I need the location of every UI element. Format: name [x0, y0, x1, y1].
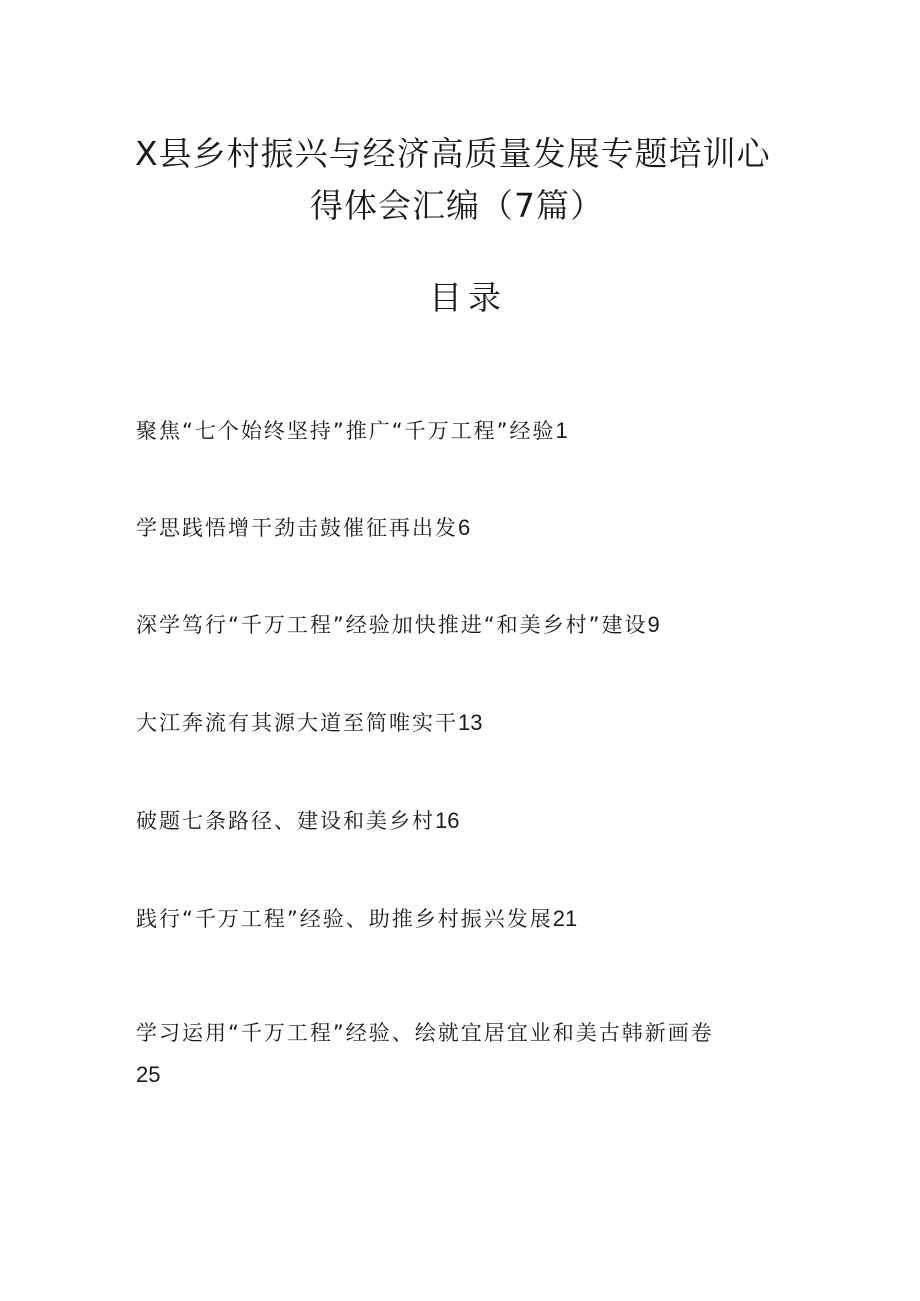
toc-entry-page: 6 [458, 515, 471, 540]
document-title-line2: 得体会汇编（7篇） [310, 186, 604, 225]
toc-entry[interactable] [136, 898, 756, 940]
toc-entry-page: 21 [552, 906, 578, 931]
toc-entry[interactable] [136, 800, 756, 842]
toc-entry-page: 9 [647, 612, 660, 637]
document-title [110, 128, 810, 232]
toc-entry-page: 1 [555, 418, 568, 443]
toc-entry-title: 聚焦“七个始终坚持”推广“千万工程”经验 [136, 419, 556, 443]
toc-entry-title: 践行“千万工程”经验、助推乡村振兴发展 [136, 907, 553, 931]
toc-entry-title: 学习运用“千万工程”经验、绘就宜居宜业和美古韩新画卷 [136, 1021, 714, 1045]
toc-heading: 目录 [429, 278, 507, 317]
toc-entry-page: 16 [435, 808, 460, 833]
toc-entry-title: 学思践悟增干劲击鼓催征再出发 [136, 516, 458, 540]
toc-entry[interactable] [136, 1012, 756, 1096]
toc-entry[interactable] [136, 604, 756, 646]
toc-entry-page: 25 [136, 1062, 161, 1087]
toc-entry[interactable] [136, 410, 756, 452]
document-title-line1: X县乡村振兴与经济高质量发展专题培训心 [135, 134, 771, 173]
toc-entry[interactable] [136, 702, 756, 744]
toc-entry-title: 深学笃行“千万工程”经验加快推进“和美乡村”建设 [136, 613, 648, 637]
toc-entry-page: 13 [458, 710, 483, 735]
toc-entry-title: 大江奔流有其源大道至简唯实干 [136, 711, 458, 735]
toc-entry-title: 破题七条路径、建设和美乡村 [136, 809, 435, 833]
toc-entry[interactable] [136, 507, 756, 549]
